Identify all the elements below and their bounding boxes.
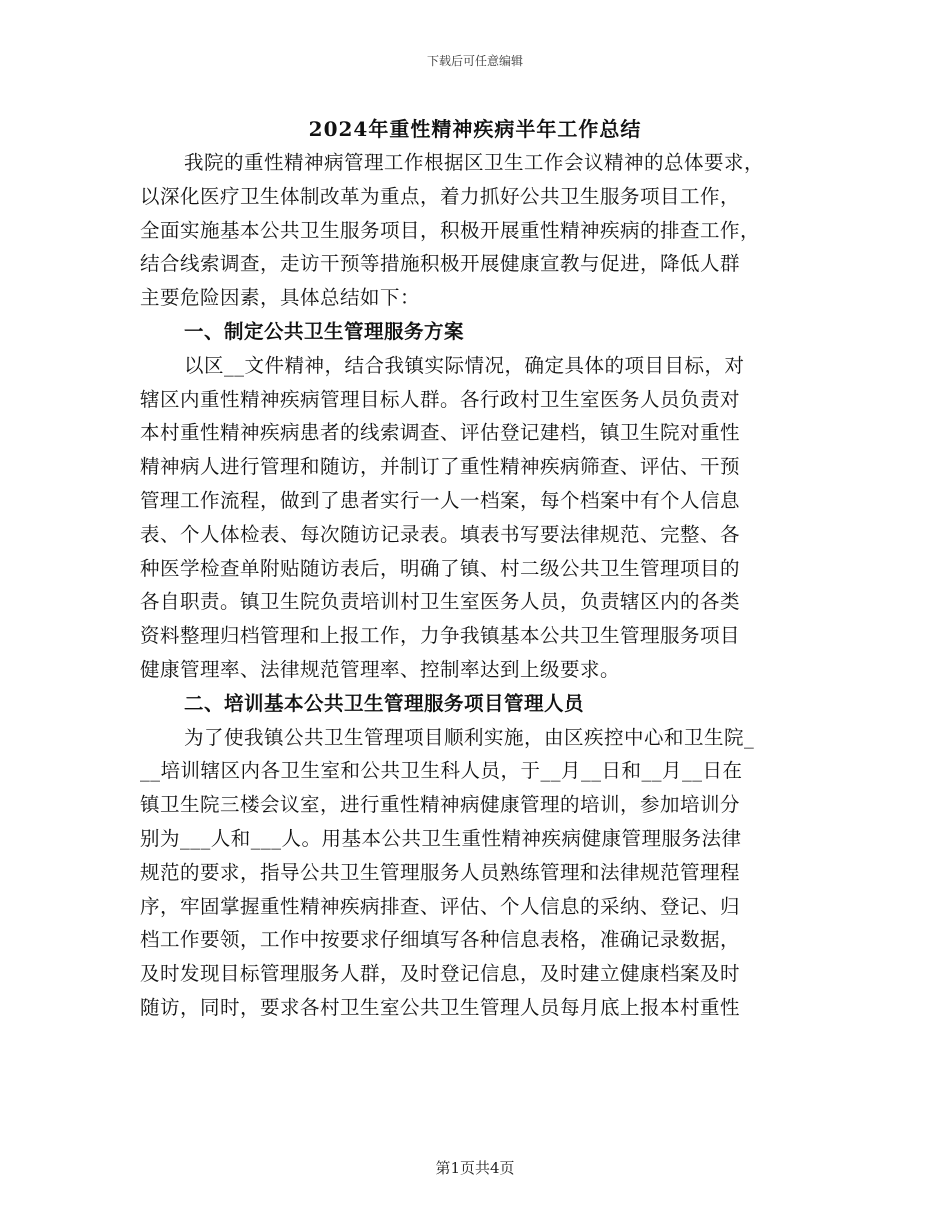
section-1-line: 资料整理归档管理和上报工作，力争我镇基本公共卫生管理服务项目 (140, 624, 741, 648)
section-1-line: 管理工作流程，做到了患者实行一人一档案，每个档案中有个人信息 (140, 488, 741, 512)
header-note: 下载后可任意编辑 (426, 54, 523, 68)
section-1-line: 以区__文件精神，结合我镇实际情况，确定具体的项目目标，对 (184, 353, 745, 377)
section-1-line: 辖区内重性精神疾病管理目标人群。各行政村卫生室医务人员负责对 (140, 387, 741, 411)
section-1-line: 种医学检查单附贴随访表后，明确了镇、村二级公共卫生管理项目的 (140, 556, 741, 580)
document-title: 2024年重性精神疾病半年工作总结 (308, 117, 642, 141)
section-1-line: 健康管理率、法律规范管理率、控制率达到上级要求。 (140, 657, 621, 681)
intro-line: 主要危险因素，具体总结如下： (140, 286, 421, 310)
section-2-heading: 二、培训基本公共卫生管理服务项目管理人员 (184, 691, 585, 715)
section-2-line: 随访，同时，要求各村卫生室公共卫生管理人员每月底上报本村重性 (140, 995, 741, 1019)
intro-line: 全面实施基本公共卫生服务项目，积极开展重性精神疾病的排查工作， (140, 218, 761, 242)
section-1-heading: 一、制定公共卫生管理服务方案 (184, 319, 465, 343)
section-2-line: 档工作要领，工作中按要求仔细填写各种信息表格，准确记录数据， (140, 928, 741, 952)
intro-line: 结合线索调查，走访干预等措施积极开展健康宣教与促进，降低人群 (140, 252, 741, 276)
intro-line: 以深化医疗卫生体制改革为重点，着力抓好公共卫生服务项目工作， (140, 184, 741, 208)
section-1-line: 表、个人体检表、每次随访记录表。填表书写要法律规范、完整、各 (140, 522, 741, 546)
section-2-line: 别为___人和___人。用基本公共卫生重性精神疾病健康管理服务法律 (140, 826, 742, 850)
document-body (140, 146, 810, 1025)
section-1-line: 本村重性精神疾病患者的线索调查、评估登记建档，镇卫生院对重性 (140, 421, 741, 445)
section-1-line: 精神病人进行管理和随访，并制订了重性精神疾病筛查、评估、干预 (140, 455, 741, 479)
section-2-line: 规范的要求，指导公共卫生管理服务人员熟练管理和法律规范管理程 (140, 860, 741, 884)
section-1-line: 各自职责。镇卫生院负责培训村卫生室医务人员，负责辖区内的各类 (140, 590, 741, 614)
section-2-line: 为了使我镇公共卫生管理项目顺利实施，由区疾控中心和卫生院_ (184, 725, 755, 749)
intro-line: 我院的重性精神病管理工作根据区卫生工作会议精神的总体要求， (184, 151, 765, 174)
section-2-line: 及时发现目标管理服务人群，及时登记信息，及时建立健康档案及时 (140, 962, 741, 986)
section-2-line: 镇卫生院三楼会议室，进行重性精神病健康管理的培训，参加培训分 (140, 793, 741, 817)
section-2-line: __培训辖区内各卫生室和公共卫生科人员，于__月__日和__月__日在 (140, 759, 743, 783)
section-2-line: 序，牢固掌握重性精神疾病排查、评估、个人信息的采纳、登记、归 (140, 894, 741, 918)
page-footer: 第1页共4页 (435, 1159, 515, 1177)
